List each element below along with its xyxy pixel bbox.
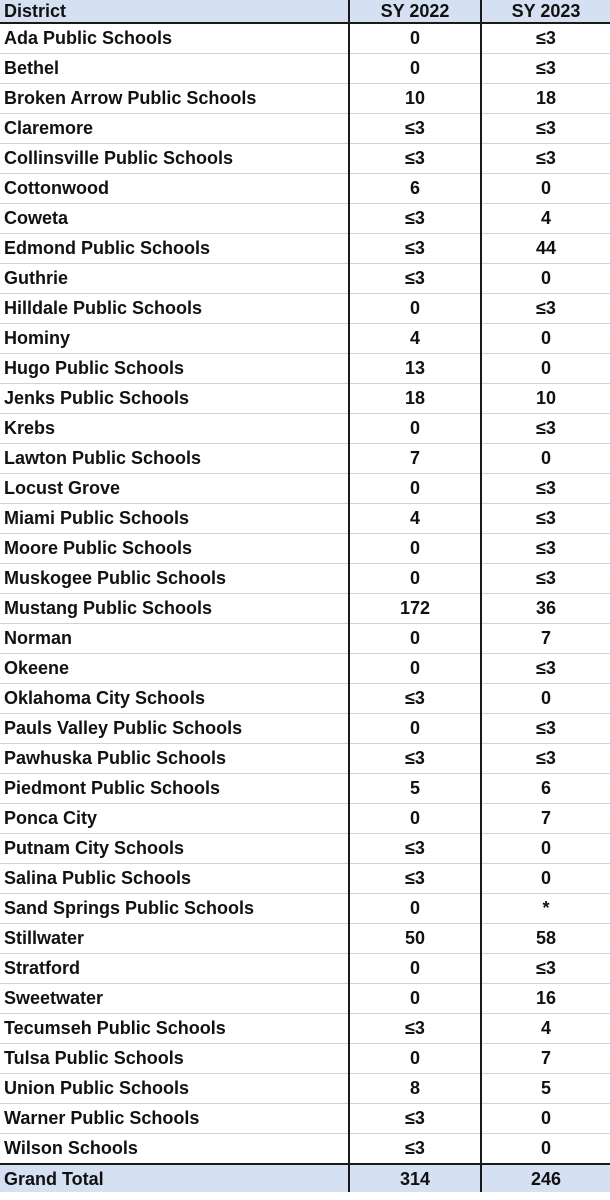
sy-2023-value: 36 — [481, 594, 610, 624]
grand-total-sy-2023: 246 — [481, 1164, 610, 1192]
district-name: Stillwater — [0, 924, 349, 954]
table-row — [0, 1134, 610, 1165]
table-row — [0, 924, 610, 954]
district-name: Oklahoma City Schools — [0, 684, 349, 714]
district-name: Broken Arrow Public Schools — [0, 84, 349, 114]
table-row — [0, 324, 610, 354]
district-name: Tecumseh Public Schools — [0, 1014, 349, 1044]
table-row — [0, 804, 610, 834]
table-body — [0, 23, 610, 1164]
sy-2022-value: 0 — [349, 534, 481, 564]
table-row — [0, 384, 610, 414]
sy-2022-value: ≤3 — [349, 1134, 481, 1165]
table-row — [0, 834, 610, 864]
sy-2023-value: ≤3 — [481, 654, 610, 684]
sy-2023-value: ≤3 — [481, 144, 610, 174]
district-name: Cottonwood — [0, 174, 349, 204]
grand-total-row — [0, 1164, 610, 1192]
sy-2022-value: 0 — [349, 23, 481, 54]
table-row — [0, 654, 610, 684]
sy-2023-value: ≤3 — [481, 564, 610, 594]
sy-2022-value: 0 — [349, 954, 481, 984]
district-name: Ponca City — [0, 804, 349, 834]
sy-2023-value: 0 — [481, 264, 610, 294]
table-row — [0, 1044, 610, 1074]
sy-2023-value: 4 — [481, 204, 610, 234]
district-name: Ada Public Schools — [0, 23, 349, 54]
sy-2022-value: ≤3 — [349, 114, 481, 144]
sy-2023-value: 0 — [481, 864, 610, 894]
table-row — [0, 114, 610, 144]
sy-2023-value: * — [481, 894, 610, 924]
sy-2022-value: ≤3 — [349, 744, 481, 774]
sy-2023-value: 0 — [481, 354, 610, 384]
district-name: Stratford — [0, 954, 349, 984]
district-name: Jenks Public Schools — [0, 384, 349, 414]
table-row — [0, 864, 610, 894]
sy-2022-value: 0 — [349, 894, 481, 924]
table-row — [0, 594, 610, 624]
district-name: Union Public Schools — [0, 1074, 349, 1104]
district-name: Hugo Public Schools — [0, 354, 349, 384]
sy-2023-value: 0 — [481, 834, 610, 864]
table-row — [0, 294, 610, 324]
sy-2023-value: ≤3 — [481, 954, 610, 984]
table-row — [0, 954, 610, 984]
sy-2022-value: 0 — [349, 654, 481, 684]
sy-2023-value: ≤3 — [481, 54, 610, 84]
district-name: Moore Public Schools — [0, 534, 349, 564]
district-name: Bethel — [0, 54, 349, 84]
table-row — [0, 174, 610, 204]
district-name: Mustang Public Schools — [0, 594, 349, 624]
sy-2023-value: 44 — [481, 234, 610, 264]
table-row — [0, 1074, 610, 1104]
table-row — [0, 414, 610, 444]
district-name: Sweetwater — [0, 984, 349, 1014]
table-row — [0, 474, 610, 504]
table-row — [0, 684, 610, 714]
sy-2023-value: 6 — [481, 774, 610, 804]
sy-2023-value: ≤3 — [481, 534, 610, 564]
table-row — [0, 54, 610, 84]
table-row — [0, 1104, 610, 1134]
sy-2022-value: ≤3 — [349, 1014, 481, 1044]
sy-2022-value: 0 — [349, 414, 481, 444]
sy-2022-value: 13 — [349, 354, 481, 384]
table-row — [0, 144, 610, 174]
sy-2022-value: 0 — [349, 714, 481, 744]
sy-2022-value: 172 — [349, 594, 481, 624]
district-name: Hominy — [0, 324, 349, 354]
district-name: Coweta — [0, 204, 349, 234]
district-name: Norman — [0, 624, 349, 654]
table-row — [0, 984, 610, 1014]
sy-2022-value: 7 — [349, 444, 481, 474]
sy-2023-value: ≤3 — [481, 504, 610, 534]
sy-2022-value: 0 — [349, 564, 481, 594]
table-row — [0, 624, 610, 654]
sy-2022-value: 10 — [349, 84, 481, 114]
sy-2022-value: 4 — [349, 504, 481, 534]
district-name: Okeene — [0, 654, 349, 684]
sy-2023-value: 4 — [481, 1014, 610, 1044]
sy-2023-value: 16 — [481, 984, 610, 1014]
table-row — [0, 564, 610, 594]
district-name: Putnam City Schools — [0, 834, 349, 864]
district-name: Tulsa Public Schools — [0, 1044, 349, 1074]
grand-total-label: Grand Total — [0, 1164, 349, 1192]
sy-2023-value: 10 — [481, 384, 610, 414]
district-name: Collinsville Public Schools — [0, 144, 349, 174]
sy-2023-value: 0 — [481, 324, 610, 354]
table-row — [0, 444, 610, 474]
sy-2022-value: ≤3 — [349, 834, 481, 864]
sy-2023-value: ≤3 — [481, 114, 610, 144]
sy-2023-value: 0 — [481, 1104, 610, 1134]
district-name: Salina Public Schools — [0, 864, 349, 894]
sy-2022-value: 0 — [349, 1044, 481, 1074]
sy-2022-value: 5 — [349, 774, 481, 804]
sy-2023-value: 0 — [481, 444, 610, 474]
table-row — [0, 204, 610, 234]
column-header-sy-2022: SY 2022 — [349, 0, 481, 23]
sy-2022-value: 0 — [349, 54, 481, 84]
table-row — [0, 84, 610, 114]
district-name: Locust Grove — [0, 474, 349, 504]
sy-2022-value: 4 — [349, 324, 481, 354]
table-row — [0, 744, 610, 774]
column-header-district: District — [0, 0, 349, 23]
grand-total-sy-2022: 314 — [349, 1164, 481, 1192]
district-name: Pauls Valley Public Schools — [0, 714, 349, 744]
table-row — [0, 504, 610, 534]
sy-2022-value: 0 — [349, 804, 481, 834]
column-header-sy-2023: SY 2023 — [481, 0, 610, 23]
district-name: Warner Public Schools — [0, 1104, 349, 1134]
district-name: Krebs — [0, 414, 349, 444]
table-row — [0, 774, 610, 804]
district-name: Muskogee Public Schools — [0, 564, 349, 594]
sy-2022-value: ≤3 — [349, 234, 481, 264]
district-name: Claremore — [0, 114, 349, 144]
sy-2023-value: ≤3 — [481, 414, 610, 444]
sy-2023-value: 58 — [481, 924, 610, 954]
sy-2022-value: 0 — [349, 474, 481, 504]
sy-2023-value: ≤3 — [481, 23, 610, 54]
district-name: Pawhuska Public Schools — [0, 744, 349, 774]
sy-2022-value: ≤3 — [349, 864, 481, 894]
table-row — [0, 534, 610, 564]
sy-2023-value: 0 — [481, 1134, 610, 1165]
sy-2023-value: ≤3 — [481, 294, 610, 324]
sy-2023-value: 0 — [481, 174, 610, 204]
table-row — [0, 1014, 610, 1044]
district-name: Edmond Public Schools — [0, 234, 349, 264]
header-row — [0, 0, 610, 23]
sy-2022-value: 50 — [349, 924, 481, 954]
sy-2023-value: ≤3 — [481, 714, 610, 744]
district-name: Miami Public Schools — [0, 504, 349, 534]
sy-2023-value: ≤3 — [481, 474, 610, 504]
district-name: Sand Springs Public Schools — [0, 894, 349, 924]
sy-2023-value: 7 — [481, 1044, 610, 1074]
table-row — [0, 894, 610, 924]
sy-2022-value: 6 — [349, 174, 481, 204]
table-row — [0, 264, 610, 294]
sy-2023-value: 7 — [481, 804, 610, 834]
sy-2022-value: 8 — [349, 1074, 481, 1104]
sy-2023-value: 7 — [481, 624, 610, 654]
district-name: Hilldale Public Schools — [0, 294, 349, 324]
sy-2022-value: 0 — [349, 984, 481, 1014]
sy-2022-value: 0 — [349, 624, 481, 654]
table-row — [0, 234, 610, 264]
table-row — [0, 354, 610, 384]
sy-2023-value: 0 — [481, 684, 610, 714]
table-row — [0, 714, 610, 744]
sy-2022-value: ≤3 — [349, 204, 481, 234]
sy-2022-value: 0 — [349, 294, 481, 324]
district-name: Piedmont Public Schools — [0, 774, 349, 804]
district-name: Wilson Schools — [0, 1134, 349, 1165]
sy-2023-value: 5 — [481, 1074, 610, 1104]
district-name: Lawton Public Schools — [0, 444, 349, 474]
district-name: Guthrie — [0, 264, 349, 294]
sy-2022-value: ≤3 — [349, 264, 481, 294]
table-row — [0, 23, 610, 54]
sy-2023-value: ≤3 — [481, 744, 610, 774]
sy-2022-value: ≤3 — [349, 1104, 481, 1134]
sy-2023-value: 18 — [481, 84, 610, 114]
sy-2022-value: ≤3 — [349, 144, 481, 174]
sy-2022-value: ≤3 — [349, 684, 481, 714]
sy-2022-value: 18 — [349, 384, 481, 414]
